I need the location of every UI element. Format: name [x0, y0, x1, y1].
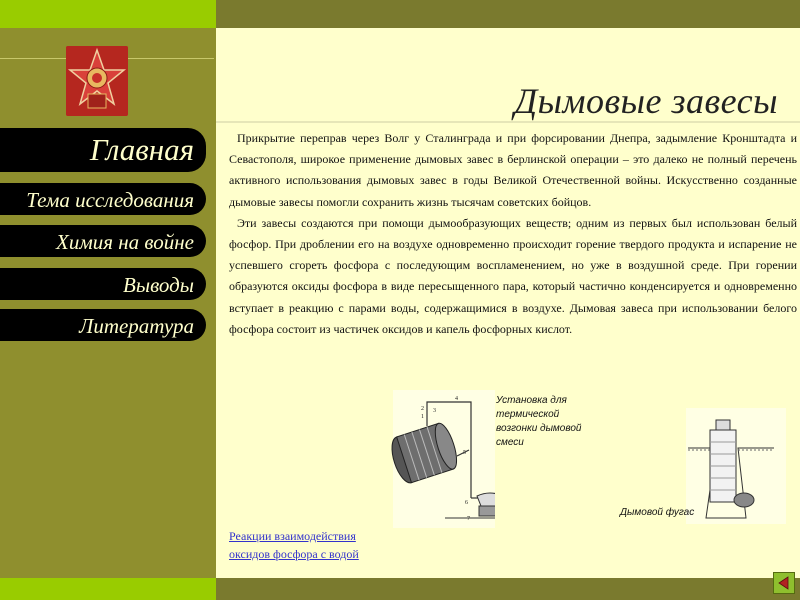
- top-accent-bar: [0, 0, 216, 28]
- reactions-link-line1[interactable]: Реакции взаимодействия: [229, 529, 356, 543]
- title-divider: [216, 121, 800, 123]
- figure-label: 1: [421, 414, 424, 420]
- page-title: Дымовые завесы: [514, 81, 778, 121]
- nav-item-label: Главная: [89, 132, 194, 167]
- nav-item-literature[interactable]: [0, 309, 206, 341]
- prev-slide-button[interactable]: [773, 572, 795, 594]
- figure-label: 2: [421, 406, 424, 412]
- bottom-bar: [216, 578, 800, 600]
- bottom-accent-bar: [0, 578, 216, 600]
- top-bar: [216, 0, 800, 28]
- figure-caption-fougasse: Дымовой фугас: [620, 507, 695, 518]
- nav-item-label: Тема исследования: [26, 188, 194, 212]
- figure-label: 5: [463, 450, 466, 456]
- paragraph: Прикрытие переправ через Волг у Сталинграда и при форсировании Днепра, задымление Кронштадта и Севастополя, широкое применение дымовых завес в берлинской операции – это далеко не полный перечень активного использования дымовых завес в годы Великой Отечественной войны. Искусственно созданные дымовые завесы помогли сохранить жизнь тысячам советских бойцов.: [229, 131, 797, 209]
- sublimation-apparatus-diagram: [385, 388, 495, 528]
- article-text: [229, 128, 797, 340]
- figure-label: 6: [465, 500, 468, 506]
- nav-item-research-topic[interactable]: [0, 183, 206, 215]
- red-star-emblem-icon: [66, 46, 128, 116]
- smoke-fougasse-diagram: [686, 408, 786, 524]
- nav-item-home[interactable]: [0, 128, 206, 172]
- figure-label: 7: [467, 516, 470, 522]
- nav-item-label: Литература: [79, 314, 194, 338]
- figure-label: 4: [455, 396, 458, 402]
- figure-label: 3: [433, 408, 436, 414]
- reactions-link[interactable]: [229, 527, 359, 563]
- nav-item-label: Выводы: [123, 273, 194, 297]
- nav-item-conclusions[interactable]: [0, 268, 206, 300]
- reactions-link-line2[interactable]: оксидов фосфора с водой: [229, 547, 359, 561]
- nav-item-chemistry-at-war[interactable]: [0, 225, 206, 257]
- arrow-left-icon: [774, 573, 794, 593]
- figure-caption-apparatus: Установка для термической возгонки дымовой смеси: [496, 395, 582, 448]
- nav-item-label: Химия на войне: [56, 230, 194, 254]
- paragraph: Эти завесы создаются при помощи дымообразующих веществ; одним из первых был использован белый фосфор. При дроблении его на воздухе одновременно происходит горение твердого продукта и испарение не успевшего сгореть фосфора с последующим воспламенением, но уже в воздушной среде. При горении образуются оксиды фосфора в виде пересыщенного пара, который частично конденсируется и одновременно вступает в реакцию с парами воды, содержащимися в воздухе. Дымовая завеса при использовании белого фосфора состоит из частичек оксидов и капель фосфорных кислот.: [229, 215, 797, 336]
